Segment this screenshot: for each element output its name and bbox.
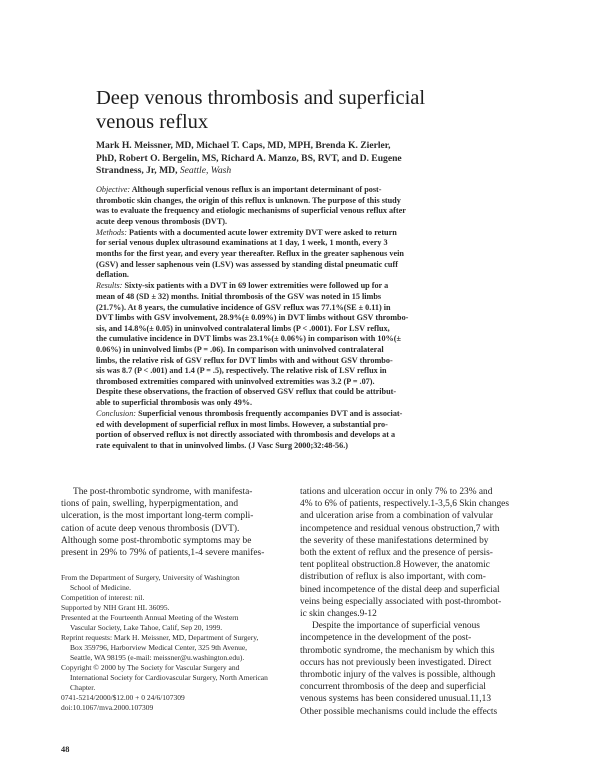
footnote-line: School of Medicine.	[70, 583, 132, 592]
abstract-line: DVT limbs with GSV involvement, 28.9%(± 0.09%) in DVT limbs without GSV thrombo-	[96, 313, 409, 323]
conclusion-label: Conclusion:	[96, 408, 137, 418]
abstract-line: Superficial venous thrombosis frequently accompanies DVT and is associat-	[136, 408, 403, 418]
body-line: Although some post-thrombotic symptoms may be	[61, 535, 252, 546]
abstract-line: mean of 48 (SD ± 32) months. Initial thrombosis of the GSV was noted in 15 limbs	[96, 291, 382, 301]
title-line: Deep venous thrombosis and superficial	[96, 87, 426, 109]
footnotes	[61, 573, 297, 713]
abstract-line: Despite these observations, the fraction of observed GSV reflux that could be attribut-	[96, 387, 397, 397]
body-column-left	[61, 486, 285, 559]
abstract-results	[96, 281, 536, 408]
abstract-line: (GSV) and lesser saphenous vein (LSV) was assessed by standing distal pneumatic cuff	[96, 259, 398, 269]
footnote-line: Presented at the Fourteenth Annual Meeting of the Western	[61, 613, 239, 622]
abstract-line: rate equivalent to that in uninvolved limbs. (J Vasc Surg 2000;32:48-56.)	[96, 440, 349, 450]
footnote-line: International Society for Cardiovascular Surgery, North American	[70, 673, 268, 682]
abstract-line: for serial venous duplex ultrasound examinations at 1 day, 1 week, 1 month, every 3	[96, 238, 388, 248]
abstract-conclusion	[96, 409, 536, 451]
body-line: tations and ulceration occur in only 7% to 23% and	[300, 487, 493, 497]
body-line: 4% to 6% of patients, respectively.1-3,5,6 Skin changes	[300, 499, 509, 510]
body-line: ic skin changes.9-12	[300, 609, 377, 620]
body-line: occurs has not previously been investigated. Direct	[300, 657, 492, 668]
abstract-line: months for the first year, and every year thereafter. Reflux in the greater saphenous vein	[96, 249, 404, 259]
abstract-line: limbs, the relative risk of GSV reflux for DVT limbs with and without GSV thrombo-	[96, 355, 393, 365]
body-line: The post-thrombotic syndrome, with manifesta-	[73, 487, 253, 497]
body-line: distribution of reflux is also important, with com-	[300, 572, 486, 583]
body-line: incompetence and residual venous obstruction,7 with	[300, 523, 500, 534]
objective-label: Objective:	[96, 185, 131, 194]
abstract-line: deflation.	[96, 270, 129, 280]
abstract	[96, 185, 536, 452]
body-line: tions of pain, swelling, hyperpigmentation, and	[61, 499, 239, 510]
author-location: Seattle, Wash	[179, 165, 232, 176]
body-line: veins being especially associated with post-thrombot-	[300, 596, 502, 607]
abstract-line: ed with development of superficial reflux in most limbs. However, a substantial pro-	[96, 419, 388, 429]
body-line: thrombotic injury of the valves is possible, although	[300, 670, 496, 681]
abstract-line: sis was 8.7 (P < .001) and 1.4 (P = .5), respectively. The relative risk of LSV reflux in	[96, 366, 387, 376]
body-line: Other possible mechanisms could include the effects	[300, 706, 498, 717]
body-line: concurrent thrombosis of the deep and superficial	[300, 682, 486, 693]
author-line: Strandness, Jr, MD,	[96, 165, 178, 176]
abstract-line: (21.7%). At 8 years, the cumulative incidence of GSV reflux was 77.1%(SE ± 0.11) in	[96, 302, 391, 312]
footnote-line: Chapter.	[70, 683, 96, 692]
body-line: and ulceration arise from a combination of valvular	[300, 511, 493, 522]
abstract-line: thrombosed extremities compared with uninvolved extremities was 3.2 (P = .07).	[96, 376, 375, 386]
body-line: incompetence in the development of the post-	[300, 633, 472, 644]
footnote-line: Vascular Society, Lake Tahoe, Calif, Sep 20, 1999.	[70, 623, 223, 632]
page-number: 48	[61, 745, 70, 754]
footnote-line: Reprint requests: Mark H. Meissner, MD, Department of Surgery,	[61, 633, 259, 642]
abstract-line: acute deep venous thrombosis (DVT).	[96, 216, 228, 226]
body-line: ulceration, is the most important long-term compli-	[61, 511, 254, 522]
body-line: cation of acute deep venous thrombosis (DVT).	[61, 523, 240, 534]
methods-label: Methods:	[96, 227, 127, 237]
body-line: present in 29% to 79% of patients,1-4 severe manifes-	[61, 548, 265, 559]
footnote-line: doi:10.1067/mva.2000.107309	[61, 703, 154, 712]
abstract-line: Although superficial venous reflux is an important determinant of post-	[130, 185, 382, 194]
footnote-line: Supported by NIH Grant HL 36095.	[61, 603, 170, 612]
body-column-right	[300, 486, 524, 718]
abstract-line: 0.06%) in uninvolved limbs (P = .06). In comparison with uninvolved contralateral	[96, 344, 384, 354]
abstract-objective	[96, 185, 536, 227]
body-line: the severity of these manifestations determined by	[300, 535, 489, 546]
abstract-line: Sixty-six patients with a DVT in 69 lower extremities were followed up for a	[122, 281, 389, 291]
author-line: PhD, Robert O. Bergelin, MS, Richard A. Manzo, BS, RVT, and D. Eugene	[96, 152, 402, 164]
results-label: Results:	[96, 281, 123, 291]
abstract-line: was to evaluate the frequency and etiologic mechanisms of superficial venous reflux after	[96, 206, 406, 216]
body-line: venous systems has been considered unusual.11,13	[300, 694, 492, 705]
body-line: bined incompetence of the distal deep and superficial	[300, 584, 500, 595]
abstract-line: portion of observed reflux is not directly associated with thrombosis and develops at a	[96, 430, 396, 440]
footnote-line: 0741-5214/2000/$12.00 + 0 24/6/107309	[61, 693, 185, 702]
abstract-line: the cumulative incidence in DVT limbs was 23.1%(± 0.06%) in comparison with 10%(±	[96, 334, 401, 344]
abstract-methods	[96, 228, 536, 281]
abstract-line: thrombotic skin changes, the origin of this reflux is unknown. The purpose of this study	[96, 195, 401, 205]
abstract-line: sis, and 14.8%(± 0.05) in uninvolved contralateral limbs (P < .0001). For LSV reflux,	[96, 323, 390, 333]
footnote-line: Seattle, WA 98195 (e-mail: meissner@u.washington.edu).	[70, 653, 245, 662]
footnote-line: Competition of interest: nil.	[61, 593, 145, 602]
body-line: Despite the importance of superficial venous	[312, 621, 480, 632]
body-line: both the extent of reflux and the presence of persis-	[300, 548, 493, 559]
author-line: Mark H. Meissner, MD, Michael T. Caps, MD, MPH, Brenda K. Zierler,	[96, 140, 391, 151]
title-line: venous reflux	[96, 111, 209, 133]
article-title	[96, 86, 516, 134]
abstract-line: Patients with a documented acute lower extremity DVT were asked to return	[126, 227, 397, 237]
author-list	[96, 140, 536, 178]
footnote-line: Copyright © 2000 by The Society for Vascular Surgery and	[61, 663, 240, 672]
body-line: thrombotic syndrome, the mechanism by which this	[300, 645, 495, 656]
abstract-line: able to superficial thrombosis was only 49%.	[96, 397, 253, 407]
footnote-line: From the Department of Surgery, University of Washington	[61, 573, 240, 582]
body-line: tent popliteal obstruction.8 However, the anatomic	[300, 560, 490, 571]
footnote-line: Box 359796, Harborview Medical Center, 325 9th Avenue,	[70, 643, 248, 652]
